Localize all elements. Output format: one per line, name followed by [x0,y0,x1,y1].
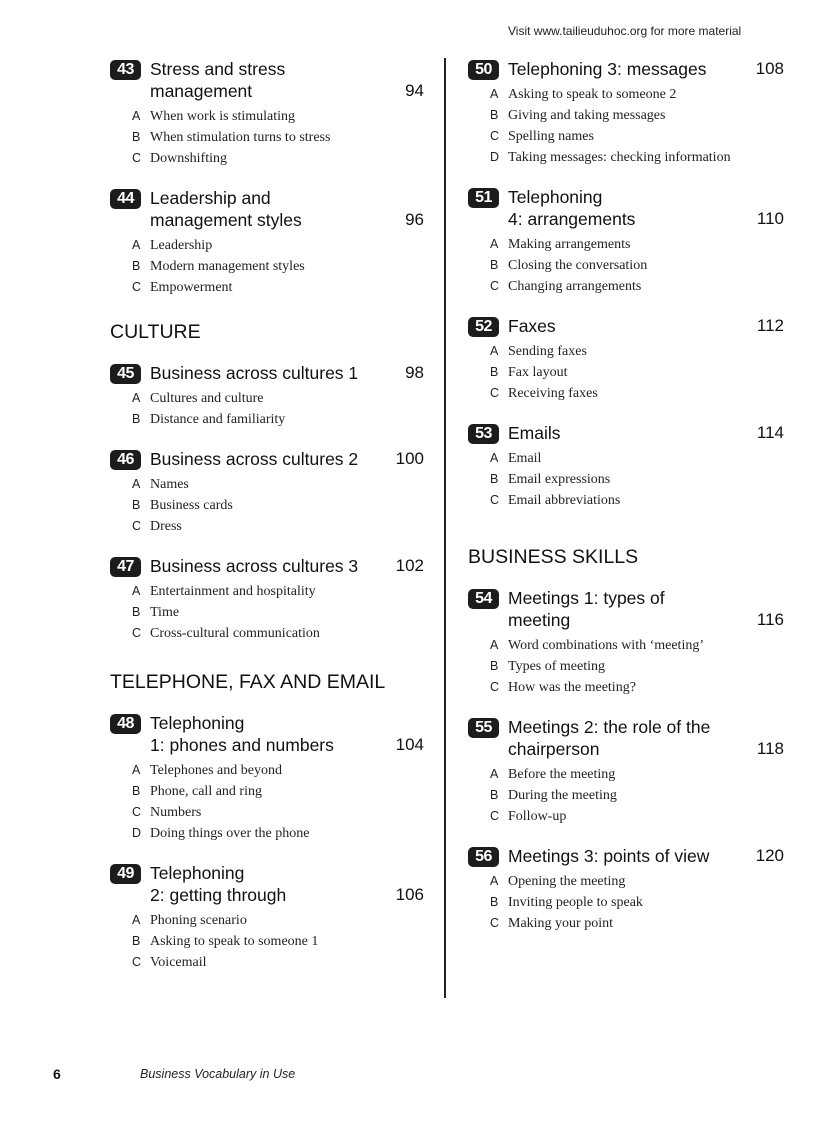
unit-title-line-1: Stress and stress [150,59,286,79]
contents-left-column [110,58,424,973]
unit-54 [468,587,784,698]
unit-title-line-2: chairperson [508,739,600,759]
subsection-title: Spelling names [508,129,594,144]
unit-title-line-1: Meetings 2: the role of the [508,717,711,737]
subsection-item [132,623,424,644]
unit-44 [110,187,424,298]
unit-title [150,712,424,756]
subsection-title: Names [150,477,189,492]
unit-heading [468,845,784,867]
subsection-letter: B [490,108,499,122]
unit-title-line-1: Business across cultures 3 [150,556,359,576]
unit-43 [110,58,424,169]
subsection-letter: B [132,498,141,512]
unit-subsections [490,764,784,827]
unit-page-number: 98 [405,363,424,382]
subsection-title: Email [508,451,542,466]
unit-title-line-1: Business across cultures 2 [150,449,359,469]
unit-subsections [132,388,424,430]
subsection-item [132,409,424,430]
subsection-item [132,235,424,256]
unit-page-number: 114 [756,423,784,442]
subsection-letter: A [132,391,141,405]
unit-title-line-2: 4: arrangements [508,209,636,229]
subsection-item [490,490,784,511]
subsection-title: Sending faxes [508,344,587,359]
unit-number-badge: 51 [468,188,499,208]
subsection-item [132,106,424,127]
subsection-letter: B [490,788,499,802]
unit-title [150,58,424,102]
unit-number-badge: 56 [468,847,499,867]
unit-number-badge: 47 [110,557,141,577]
unit-number-badge: 43 [110,60,141,80]
unit-51 [468,186,784,297]
subsection-item [490,84,784,105]
subsection-item [490,341,784,362]
unit-subsections [132,235,424,298]
subsection-letter: B [490,258,499,272]
subsection-letter: A [490,451,499,465]
subsection-letter: A [490,767,499,781]
unit-title-line-1: Business across cultures 1 [150,363,359,383]
subsection-title: Leadership [150,238,213,253]
unit-heading [468,315,784,337]
subsection-letter: C [132,805,142,819]
subsection-item [132,802,424,823]
unit-heading [110,862,424,906]
unit-number-badge: 52 [468,317,499,337]
unit-subsections [132,910,424,973]
unit-title [508,186,784,230]
subsection-letter: C [132,151,142,165]
footer-book-title: Business Vocabulary in Use [140,1067,296,1081]
unit-page-number: 106 [395,885,424,904]
subsection-letter: C [132,280,142,294]
subsection-letter: A [132,238,141,252]
unit-52 [468,315,784,404]
unit-subsections [132,581,424,644]
unit-45 [110,362,424,430]
unit-title-line-2: 1: phones and numbers [150,735,334,755]
unit-heading [110,58,424,102]
subsection-letter: C [490,386,500,400]
unit-subsections [490,635,784,698]
subsection-item [490,126,784,147]
unit-title [508,422,784,444]
unit-subsections [132,106,424,169]
source-watermark: Visit www.tailieuduhoc.org for more material [508,24,742,38]
subsection-letter: C [490,916,500,930]
subsection-title: Empowerment [150,280,233,295]
unit-number-badge: 50 [468,60,499,80]
unit-page-number: 102 [395,556,424,575]
unit-number-badge: 54 [468,589,499,609]
subsection-item [132,581,424,602]
unit-number-badge: 46 [110,450,141,470]
subsection-letter: B [132,784,141,798]
subsection-title: Entertainment and hospitality [150,584,316,599]
subsection-title: How was the meeting? [508,680,636,695]
subsection-title: Email abbreviations [508,493,621,508]
subsection-title: During the meeting [508,788,617,803]
unit-title [150,862,424,906]
unit-56 [468,845,784,934]
unit-number-badge: 49 [110,864,141,884]
unit-heading [110,362,424,384]
unit-title-line-1: Telephoning [508,187,603,207]
subsection-title: Time [150,605,180,620]
subsection-title: Downshifting [150,151,227,166]
subsection-title: Opening the meeting [508,874,626,889]
subsection-letter: A [490,87,499,101]
unit-heading [468,422,784,444]
subsection-title: Inviting people to speak [508,895,643,910]
subsection-letter: C [132,626,142,640]
subsection-letter: B [490,659,499,673]
unit-title-line-2: 2: getting through [150,885,287,905]
unit-number-badge: 45 [110,364,141,384]
subsection-title: Distance and familiarity [150,412,286,427]
subsection-letter: C [490,680,500,694]
subsection-item [490,892,784,913]
subsection-title: Word combinations with ‘meeting’ [508,638,704,653]
subsection-letter: B [132,934,141,948]
subsection-item [132,931,424,952]
unit-subsections [490,234,784,297]
unit-title-line-1: Meetings 1: types of [508,588,665,608]
unit-title-line-2: management [150,81,253,101]
unit-subsections [490,84,784,168]
unit-number-badge: 53 [468,424,499,444]
unit-subsections [490,871,784,934]
unit-page-number: 116 [756,610,784,629]
subsection-item [490,635,784,656]
subsection-letter: A [132,477,141,491]
subsection-item [132,148,424,169]
subsection-item [490,677,784,698]
unit-number-badge: 44 [110,189,141,209]
subsection-title: Before the meeting [508,767,616,782]
subsection-letter: B [132,605,141,619]
unit-title [508,716,784,760]
subsection-title: Telephones and beyond [150,763,282,778]
subsection-item [132,474,424,495]
subsection-item [132,760,424,781]
unit-page-number: 96 [405,210,424,229]
subsection-item [490,469,784,490]
unit-title-line-1: Telephoning 3: messages [508,59,707,79]
unit-title [150,555,424,577]
unit-53 [468,422,784,511]
subsection-item [132,256,424,277]
subsection-title: Asking to speak to someone 1 [150,934,319,949]
unit-title [150,448,424,470]
contents-right-column [468,58,784,934]
subsection-letter: C [490,129,500,143]
unit-title [150,362,424,384]
subsection-letter: C [132,955,142,969]
unit-page-number: 120 [755,846,784,865]
subsection-item [490,764,784,785]
unit-title [508,587,784,631]
unit-48 [110,712,424,844]
subsection-letter: A [132,109,141,123]
subsection-title: When stimulation turns to stress [150,130,331,145]
unit-subsections [490,341,784,404]
unit-49 [110,862,424,973]
subsection-item [132,602,424,623]
subsection-item [490,255,784,276]
section-heading-business-skills: BUSINESS SKILLS [468,546,639,568]
subsection-letter: C [490,279,500,293]
unit-subsections [490,448,784,511]
subsection-title: Numbers [150,805,202,820]
subsection-letter: A [490,344,499,358]
subsection-item [490,276,784,297]
subsection-title: Asking to speak to someone 2 [508,87,677,102]
unit-page-number: 108 [755,59,784,78]
subsection-letter: A [490,638,499,652]
column-divider [444,58,446,998]
footer-page-number: 6 [53,1066,61,1082]
subsection-item [490,785,784,806]
subsection-letter: A [490,237,499,251]
unit-title [150,187,424,231]
subsection-title: Voicemail [150,955,207,970]
subsection-item [490,362,784,383]
unit-title-line-1: Faxes [508,316,556,336]
subsection-letter: B [490,472,499,486]
unit-page-number: 112 [756,316,784,335]
subsection-title: Closing the conversation [508,258,648,273]
unit-title-line-2: management styles [150,210,302,230]
subsection-item [132,781,424,802]
subsection-item [490,383,784,404]
section-heading-culture: CULTURE [110,321,201,343]
subsection-title: Changing arrangements [508,279,642,294]
unit-title-line-1: Meetings 3: points of view [508,846,710,866]
unit-title-line-2: meeting [508,610,571,630]
subsection-title: Business cards [150,498,233,513]
subsection-letter: B [490,365,499,379]
unit-heading [110,555,424,577]
subsection-letter: D [132,826,142,840]
subsection-letter: D [490,150,500,164]
subsection-letter: B [132,130,141,144]
subsection-title: Dress [150,519,182,534]
section-heading-telephone-fax-email: TELEPHONE, FAX AND EMAIL [110,671,386,693]
subsection-title: Receiving faxes [508,386,598,401]
subsection-item [490,871,784,892]
subsection-letter: A [132,913,141,927]
unit-subsections [132,474,424,537]
unit-number-badge: 55 [468,718,499,738]
unit-50 [468,58,784,168]
subsection-letter: C [132,519,142,533]
subsection-title: Fax layout [508,365,568,380]
subsection-item [132,127,424,148]
subsection-title: Email expressions [508,472,611,487]
unit-heading [110,712,424,756]
subsection-item [490,913,784,934]
unit-page-number: 94 [405,81,424,100]
subsection-title: Taking messages: checking information [508,150,731,165]
subsection-letter: B [490,895,499,909]
unit-title-line-1: Telephoning [150,863,245,883]
unit-title-line-1: Telephoning [150,713,245,733]
subsection-title: Phoning scenario [150,913,247,928]
subsection-title: Cross-cultural communication [150,626,320,641]
unit-55 [468,716,784,827]
subsection-letter: B [132,259,141,273]
subsection-item [132,910,424,931]
unit-title-line-1: Emails [508,423,561,443]
unit-title [508,58,784,80]
unit-page-number: 118 [756,739,784,758]
unit-heading [110,448,424,470]
subsection-letter: A [132,584,141,598]
unit-page-number: 110 [756,209,784,228]
unit-heading [110,187,424,231]
unit-title [508,845,784,867]
unit-number-badge: 48 [110,714,141,734]
subsection-letter: B [132,412,141,426]
subsection-title: Making your point [508,916,613,931]
unit-title-line-1: Leadership and [150,188,271,208]
subsection-title: Giving and taking messages [508,108,666,123]
unit-subsections [132,760,424,844]
subsection-letter: A [490,874,499,888]
subsection-letter: A [132,763,141,777]
subsection-item [132,516,424,537]
subsection-item [132,277,424,298]
unit-title [508,315,784,337]
unit-heading [468,587,784,631]
unit-46 [110,448,424,537]
subsection-item [490,234,784,255]
subsection-item [132,495,424,516]
subsection-item [490,806,784,827]
unit-page-number: 100 [395,449,424,468]
unit-page-number: 104 [395,735,424,754]
subsection-item [490,105,784,126]
subsection-item [490,147,784,168]
subsection-item [132,952,424,973]
subsection-title: Making arrangements [508,237,631,252]
subsection-title: When work is stimulating [150,109,296,124]
subsection-item [490,656,784,677]
unit-heading [468,58,784,80]
subsection-title: Types of meeting [508,659,605,674]
unit-heading [468,186,784,230]
subsection-item [132,388,424,409]
subsection-item [490,448,784,469]
unit-47 [110,555,424,644]
unit-heading [468,716,784,760]
subsection-letter: C [490,493,500,507]
subsection-title: Follow-up [508,809,567,824]
subsection-item [132,823,424,844]
subsection-letter: C [490,809,500,823]
subsection-title: Phone, call and ring [150,784,262,799]
subsection-title: Modern management styles [150,259,305,274]
subsection-title: Cultures and culture [150,391,264,406]
subsection-title: Doing things over the phone [150,826,310,841]
